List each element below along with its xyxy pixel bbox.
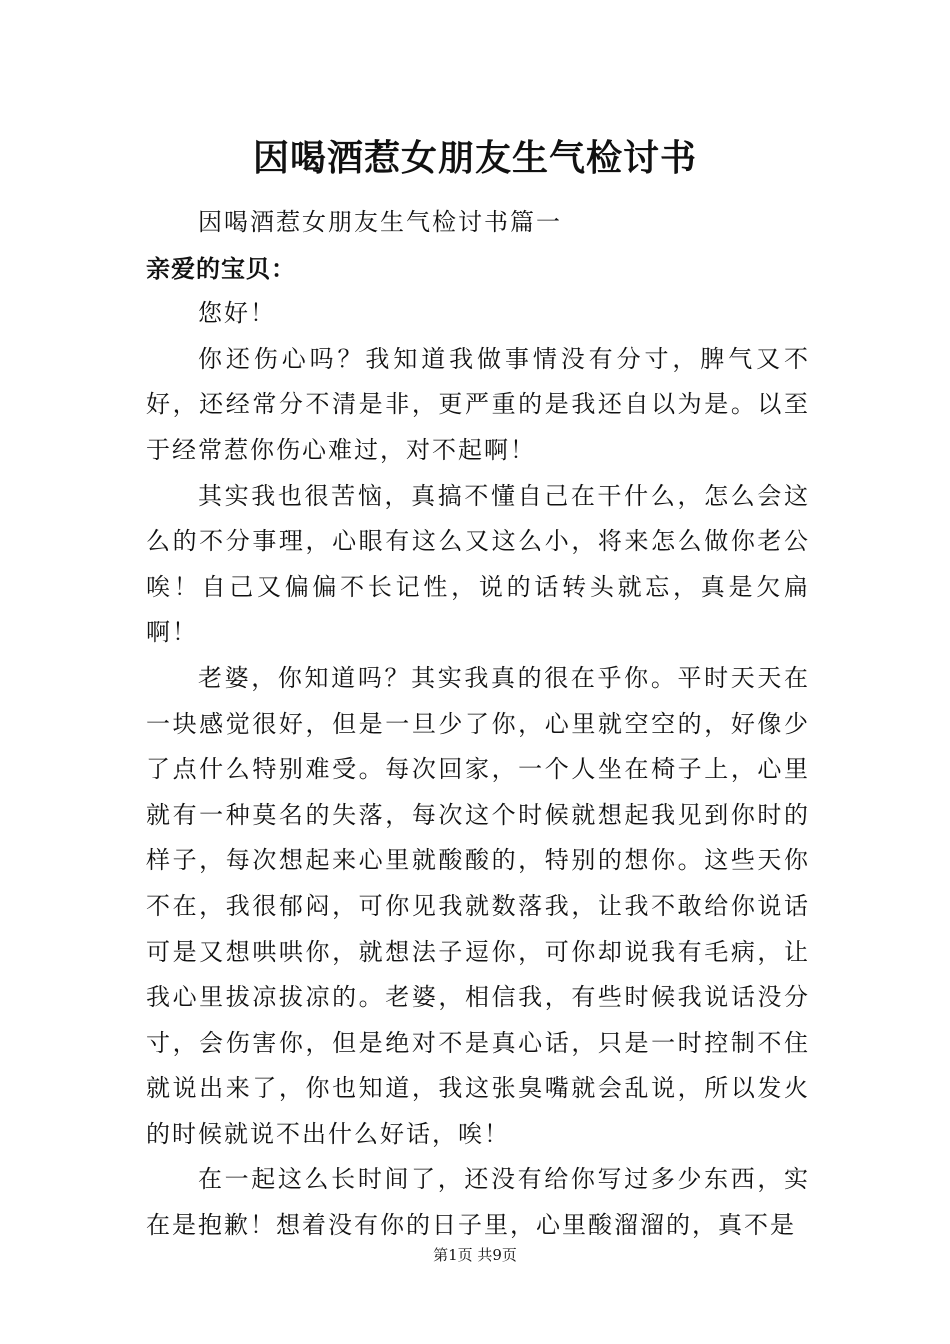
salutation: 亲爱的宝贝：	[146, 253, 296, 283]
body-paragraph: 老婆，你知道吗？其实我真的很在乎你。平时天天在一块感觉很好，但是一旦少了你，心里就空空的，好像少了点什么特别难受。每次回家，一个人坐在椅子上，心里就有一种莫名的失落，每次这个时候就想起我见到你时的样子，每次想起来心里就酸酸的，特别的想你。这些天你不在，我很郁闷，可你见我就数落我，让我不敢给你说话可是又想哄哄你，就想法子逗你，可你却说我有毛病，让我心里拔凉拔凉的。老婆，相信我，有些时候我说话没分寸，会伤害你，但是绝对不是真心话，只是一时控制不住就说出来了，你也知道，我这张臭嘴就会乱说，所以发火的时候就说不出什么好话，唉！	[146, 663, 810, 1148]
document-body	[146, 200, 810, 1249]
body-paragraph: 其实我也很苦恼，真搞不懂自己在干什么，怎么会这么的不分事理，心眼有这么又这么小，将来怎么做你老公唉！自己又偏偏不长记性，说的话转头就忘，真是欠扁啊！	[146, 481, 810, 647]
section-subtitle: 因喝酒惹女朋友生气检讨书篇一	[198, 208, 562, 236]
document-title: 因喝酒惹女朋友生气检讨书	[252, 137, 697, 179]
body-paragraph: 在一起这么长时间了，还没有给你写过多少东西，实在是抱歉！想着没有你的日子里，心里酸溜溜的，真不是	[146, 1165, 810, 1240]
greeting: 您好！	[198, 299, 276, 328]
page-footer: 第1页 共9页	[433, 1246, 517, 1264]
body-paragraph: 你还伤心吗？我知道我做事情没有分寸，脾气又不好，还经常分不清是非，更严重的是我还自以为是。以至于经常惹你伤心难过，对不起啊！	[146, 344, 810, 464]
